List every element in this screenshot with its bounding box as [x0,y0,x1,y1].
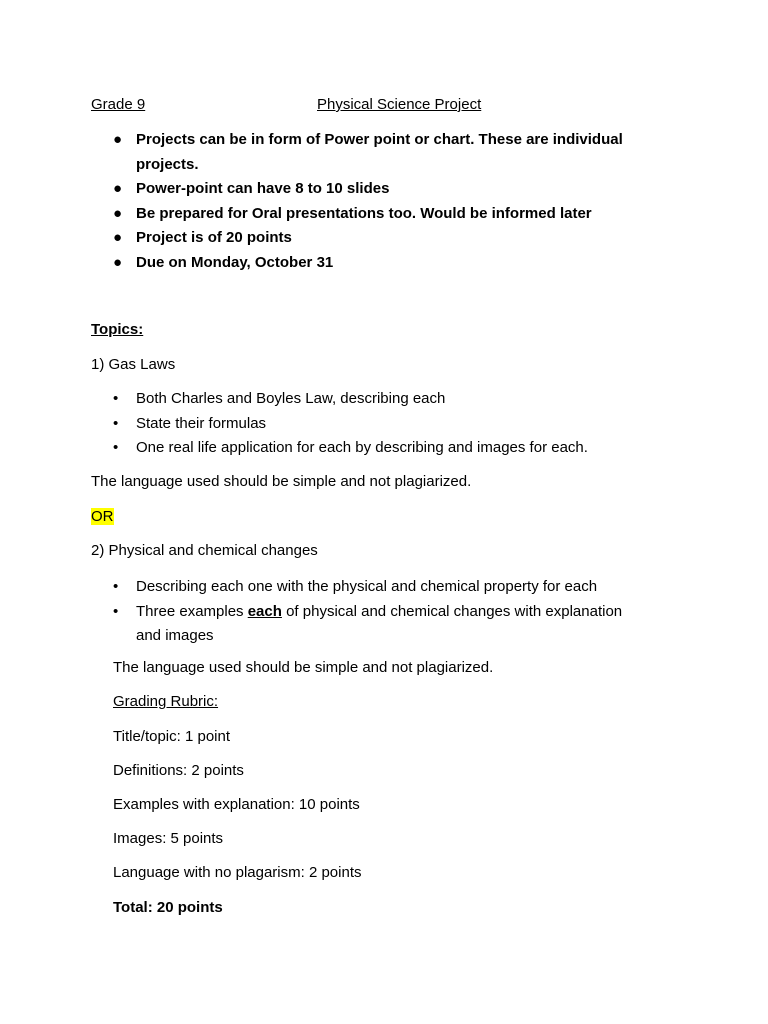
list-item-text: Describing each one with the physical and chemical property for each [136,578,598,595]
bullet-icon: • [113,602,119,620]
topics-heading: Topics: [91,321,144,338]
rubric-heading: Grading Rubric: [113,693,219,710]
rubric-total: Total: 20 points [113,899,223,916]
bullet-icon: ● [113,131,123,148]
list-item [113,412,588,437]
list-item-text: Be prepared for Oral presentations too. Would be informed later [136,204,592,222]
list-item [113,177,623,202]
list-item [113,251,623,276]
emphasis-each: each [247,602,282,620]
topic2-note: The language used should be simple and not plagiarized. [113,659,494,676]
intro-bullet-list [113,128,623,275]
bullet-icon: • [113,439,119,456]
list-item-text: Due on Monday, October 31 [136,253,334,271]
bullet-icon: ● [113,229,123,246]
list-item-text-continued: and images [136,627,214,644]
list-item [113,387,588,412]
bullet-icon: ● [113,253,123,271]
rubric-item: Language with no plagarism: 2 points [113,864,362,881]
list-item-text-continued: projects. [136,155,199,173]
topic2-title: 2) Physical and chemical changes [91,542,318,559]
or-separator [91,507,114,527]
grade-label: Grade 9 [91,96,146,113]
list-item [113,575,622,600]
list-item-text: One real life application for each by describing and images for each. [136,439,588,456]
list-item [113,600,622,649]
list-item-text: Power-point can have 8 to 10 slides [136,180,390,197]
rubric-item: Examples with explanation: 10 points [113,796,360,813]
bullet-icon: • [113,414,119,432]
list-item [113,128,623,177]
page-title: Physical Science Project [317,96,482,113]
list-item [113,436,588,461]
topic1-title: 1) Gas Laws [91,356,176,373]
list-item-text: Both Charles and Boyles Law, describing each [136,390,446,407]
list-item-text: Projects can be in form of Power point or chart. These are individual [136,131,623,148]
rubric-item: Definitions: 2 points [113,762,244,779]
topic2-bullet-list [113,575,622,649]
rubric-item: Title/topic: 1 point [113,728,231,745]
topic1-bullet-list [113,387,588,461]
list-item-text: Project is of 20 points [136,229,292,246]
rubric-item: Images: 5 points [113,830,224,847]
list-item-text: State their formulas [136,414,267,432]
list-item-text-post: of physical and chemical changes with explanation [281,602,623,620]
list-item [113,202,623,227]
bullet-icon: ● [113,180,123,197]
topic1-note: The language used should be simple and not plagiarized. [91,473,472,490]
list-item-text-pre: Three examples [136,602,248,620]
or-highlight: OR [91,508,114,525]
list-item [113,226,623,251]
bullet-icon: • [113,390,119,407]
bullet-icon: • [113,578,119,595]
bullet-icon: ● [113,204,123,222]
